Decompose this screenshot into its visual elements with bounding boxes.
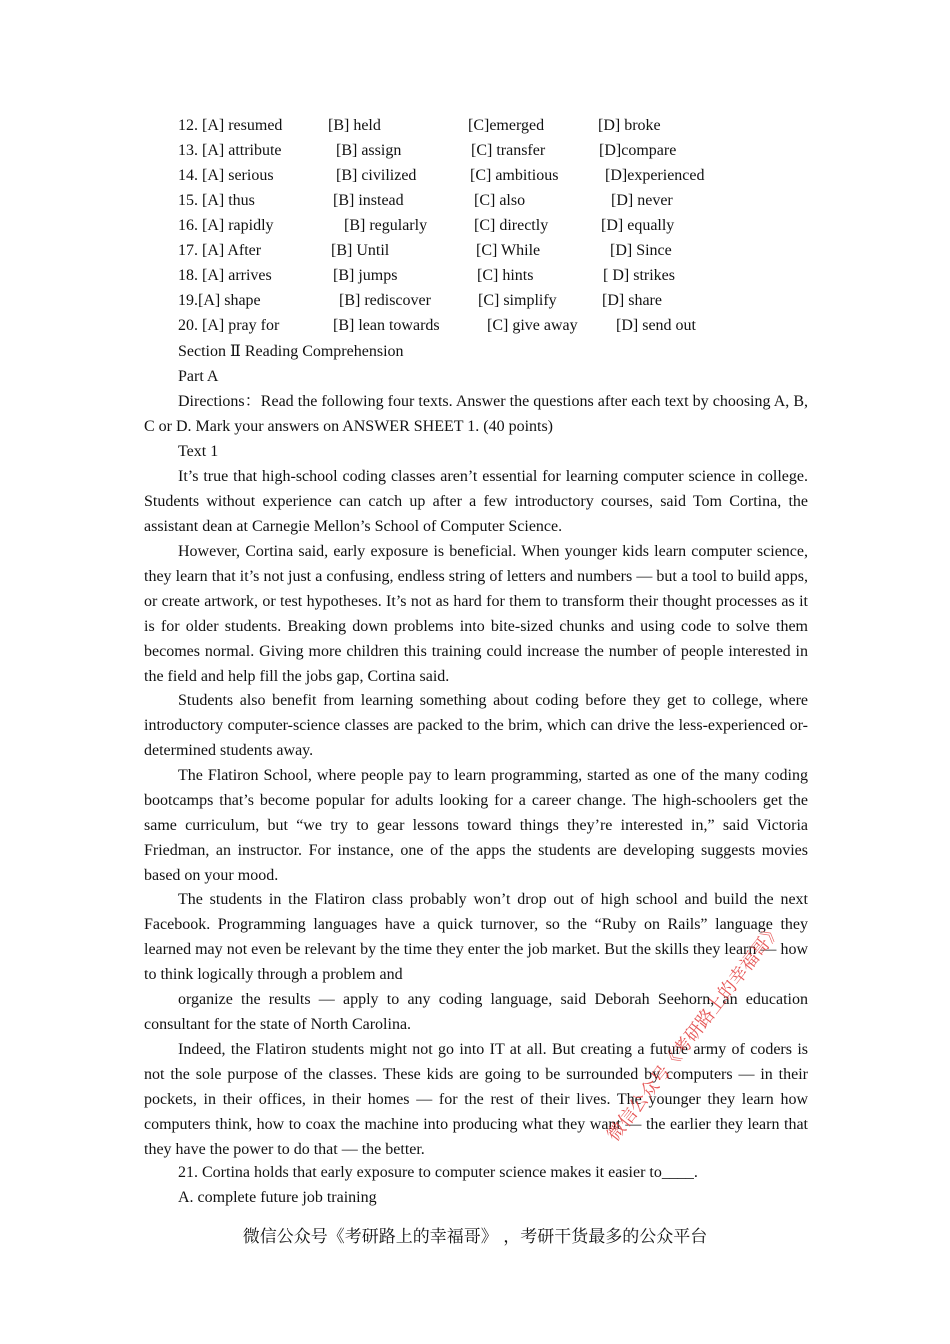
option-a: 17. [A] After (178, 242, 262, 259)
option-c: [C] ambitious (470, 167, 559, 184)
paragraph-4: The Flatiron School, where people pay to learn programming, started as one of the many coding bootcamps that’s become popular for adults looking for a career change. The high-schoolers get the same curriculum, but “we try to gear lessons toward things they’re interested in,” said Victoria Friedman, an instructor. For instance, one of the apps the students are developing suggests movies based on your mood. (144, 767, 808, 884)
option-a: 19.[A] shape (178, 292, 261, 309)
answer-option-a: A. complete future job training (178, 1189, 377, 1206)
option-b: [B] civilized (336, 167, 417, 184)
option-b: [B] held (328, 117, 381, 134)
option-b: [B] jumps (333, 267, 398, 284)
option-b: [B] regularly (344, 217, 428, 234)
option-b: [B] assign (336, 142, 402, 159)
option-d: [D] send out (616, 317, 696, 334)
option-a: 13. [A] attribute (178, 142, 282, 159)
paragraph-7: Indeed, the Flatiron students might not go into IT at all. But creating a future army of coders is not the sole purpose of the classes. These kids are going to be surrounded by computers — in their pockets, in their offices, in their homes — for the rest of their lives. The younger they learn how computers think, how to coax the machine into producing what they want — the earlier they learn that they have the power to do that — the better. (144, 1041, 808, 1158)
option-b: [B] instead (333, 192, 404, 209)
option-b: [B] lean towards (333, 317, 440, 334)
option-a: 20. [A] pray for (178, 317, 280, 334)
option-d: [D] share (602, 292, 662, 309)
option-d: [ D] strikes (603, 267, 675, 284)
question-21: 21. Cortina holds that early exposure to computer science makes it easier to____. (178, 1164, 698, 1181)
option-c: [C]emerged (468, 117, 545, 134)
option-a: 18. [A] arrives (178, 267, 272, 284)
part-heading: Part A (178, 368, 219, 385)
option-a: 16. [A] rapidly (178, 217, 274, 234)
option-d: [D]experienced (605, 167, 705, 184)
option-d: [D] never (611, 192, 673, 209)
paragraph-3: Students also benefit from learning something about coding before they get to college, where introductory computer-science classes are packed to the brim, which can drive the less-experienced or-determined students away. (144, 692, 808, 759)
option-c: [C] give away (487, 317, 578, 334)
option-b: [B] rediscover (339, 292, 431, 309)
option-a: 15. [A] thus (178, 192, 255, 209)
option-b: [B] Until (331, 242, 390, 259)
option-a: 12. [A] resumed (178, 117, 283, 134)
option-c: [C] transfer (471, 142, 546, 159)
option-d: [D] equally (601, 217, 675, 234)
page-footer: 微信公众号《考研路上的幸福哥》 ，考研干货最多的公众平台 (242, 1227, 708, 1247)
option-d: [D]compare (599, 142, 677, 159)
paragraph-1: It’s true that high-school coding classes aren’t essential for learning computer science in college. Students without experience can catch up after a few introductory courses, said Tom Cortina, the assistant dean at Carnegie Mellon’s School of Computer Science. (144, 468, 808, 535)
section-heading: Section Ⅱ Reading Comprehension (178, 343, 404, 360)
paragraph-2: However, Cortina said, early exposure is beneficial. When younger kids learn computer science, they learn that it’s not just a confusing, endless string of letters and numbers — but a tool to build apps, or create artwork, or test hypotheses. It’s not as hard for them to transform their thought processes as it is for older students. Breaking down problems into bite-sized chunks and using code to solve them becomes normal. Giving more children this training could increase the number of people interested in the field and help fill the jobs gap, Cortina said. (144, 543, 808, 685)
option-d: [D] Since (610, 242, 672, 259)
option-c: [C] hints (477, 267, 534, 284)
text-title: Text 1 (178, 443, 219, 460)
option-c: [C] also (474, 192, 526, 209)
option-c: [C] simplify (478, 292, 557, 309)
option-c: [C] While (476, 242, 541, 259)
option-c: [C] directly (474, 217, 549, 234)
option-a: 14. [A] serious (178, 167, 274, 184)
paragraph-5: The students in the Flatiron class probably won’t drop out of high school and build the next Facebook. Programming languages have a quick turnover, so the “Ruby on Rails” language they learned may not even be relevant by the time they enter the job market. But the skills they learn — how to think logically through a problem and (144, 891, 808, 983)
watermark: 微信公众号《考研路上的幸福哥》 (603, 919, 786, 1146)
option-d: [D] broke (598, 117, 661, 134)
paragraph-6: organize the results — apply to any coding language, said Deborah Seehorn, an education consultant for the state of North Carolina. (144, 991, 808, 1033)
directions: Directions：Read the following four texts. Answer the questions after each text by choosing A, B, C or D. Mark your answers on ANSWER SHEET 1. (40 points) (144, 393, 808, 435)
